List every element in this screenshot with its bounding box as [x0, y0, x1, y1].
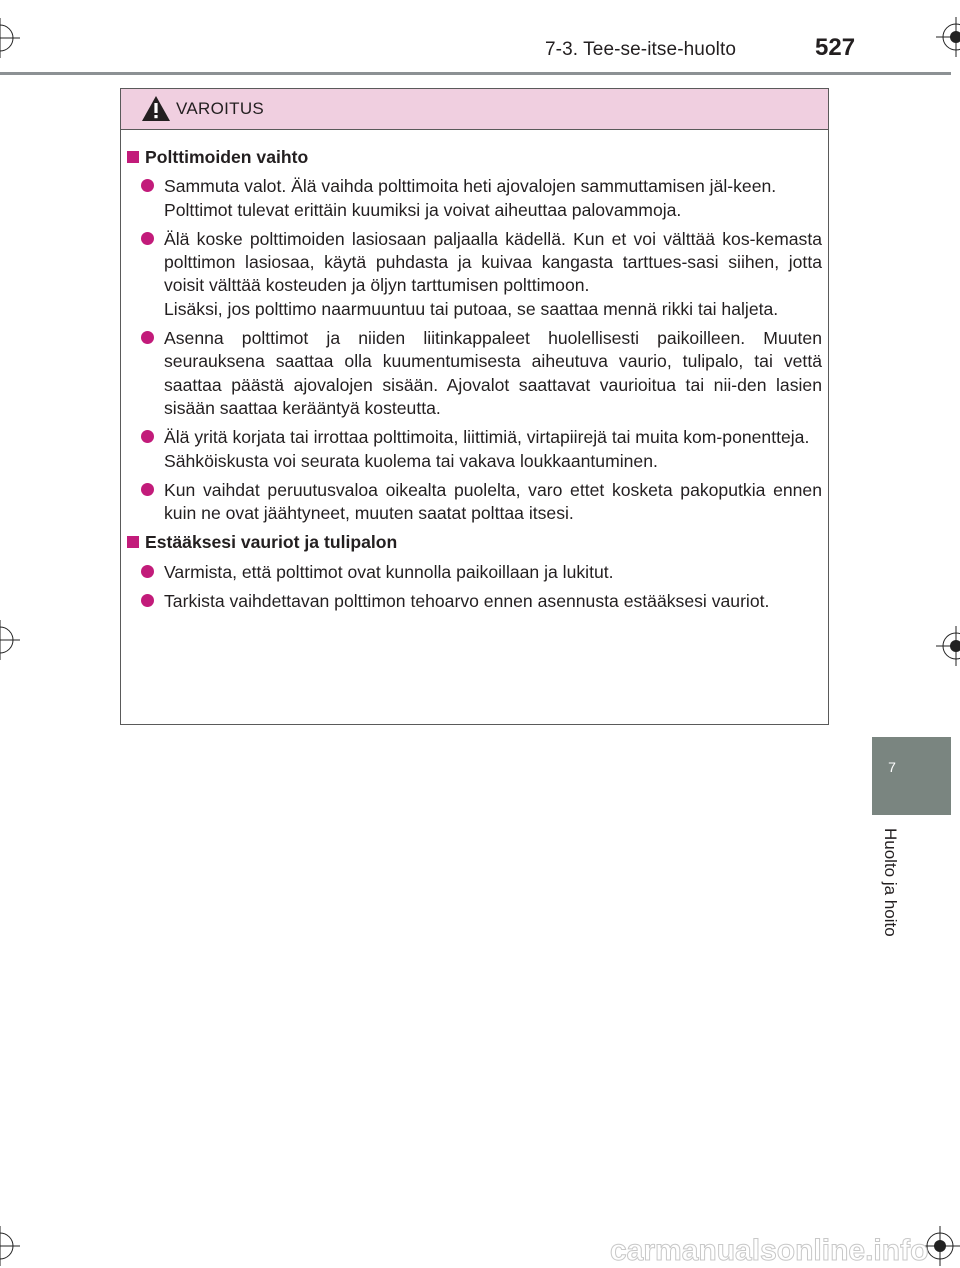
item-paragraph: Polttimot tulevat erittäin kuumiksi ja voivat aiheuttaa palovammoja. [164, 199, 682, 220]
section-heading: 7-3. Tee-se-itse-huolto [545, 39, 736, 60]
registration-mark-mid-left [0, 620, 20, 660]
item-paragraph: Älä yritä korjata tai irrottaa polttimoita, liittimiä, virtapiirejä tai muita kom-ponentteja. [164, 427, 810, 448]
watermark-text: carmanualsonline.info [610, 1234, 929, 1267]
warning-header [121, 89, 828, 130]
square-bullet-icon [127, 536, 139, 548]
round-bullet-icon [141, 179, 154, 192]
list-item [141, 479, 822, 526]
registration-mark-top-left [0, 18, 20, 58]
warning-triangle-icon [141, 95, 171, 122]
round-bullet-icon [141, 331, 154, 344]
registration-mark-bottom-left [0, 1226, 20, 1266]
item-paragraph: Kun vaihdat peruutusvaloa oikealta puolelta, varo ettet kosketa pakoputkia ennen kuin ne ovat jäähtyneet, muuten saatat polttaa itsesi. [164, 479, 822, 524]
round-bullet-icon [141, 430, 154, 443]
list-item [141, 561, 822, 584]
item-paragraph: Lisäksi, jos polttimo naarmuuntuu tai putoaa, se saattaa mennä rikki tai haljeta. [164, 298, 779, 319]
round-bullet-icon [141, 232, 154, 245]
list-item [141, 590, 822, 613]
section-title: Estääksesi vauriot ja tulipalon [145, 532, 398, 553]
header-rule [0, 72, 951, 75]
chapter-tab [872, 737, 951, 815]
item-paragraph: Tarkista vaihdettavan polttimon tehoarvo ennen asennusta estääksesi vauriot. [164, 591, 770, 612]
section-heading-prevent-damage [127, 531, 822, 554]
item-paragraph: Älä koske polttimoiden lasiosaan paljaalla kädellä. Kun et voi välttää kos-kemasta polttimon lasiosaa, käytä puhdasta ja kuivaa kangasta tarttues-sasi siihen, jotta voisit välttää kosteuden ja öljyn tarttumisen polttimoon. [164, 228, 822, 296]
round-bullet-icon [141, 565, 154, 578]
warning-body [121, 130, 828, 613]
registration-mark-mid-right [936, 626, 960, 666]
registration-mark-top-right [936, 17, 960, 57]
list-item [141, 327, 822, 420]
page-number: 527 [815, 34, 856, 61]
square-bullet-icon [127, 151, 139, 163]
warning-box [120, 88, 829, 725]
watermark [610, 1232, 950, 1268]
list-item [141, 426, 822, 473]
list-item [141, 175, 822, 222]
chapter-title-vertical [877, 828, 905, 958]
item-paragraph: Varmista, että polttimot ovat kunnolla paikoillaan ja lukitut. [164, 561, 614, 582]
item-paragraph: Sähköiskusta voi seurata kuolema tai vakava loukkaantuminen. [164, 450, 658, 471]
warning-title: VAROITUS [176, 99, 265, 118]
item-paragraph: Sammuta valot. Älä vaihda polttimoita heti ajovalojen sammuttamisen jäl-keen. [164, 176, 777, 197]
chapter-title: Huolto ja hoito [881, 828, 900, 937]
chapter-number: 7 [888, 759, 896, 775]
section-heading-bulb-replacement [127, 146, 822, 169]
round-bullet-icon [141, 483, 154, 496]
round-bullet-icon [141, 594, 154, 607]
list-item [141, 228, 822, 321]
item-paragraph: Asenna polttimot ja niiden liitinkappaleet huolellisesti paikoilleen. Muuten seurauksena saattaa olla kuumentumisesta aiheutuva vaurio, tulipalo, tai vettä saattaa päästä ajovalojen sisään. Ajovalot saattavat vaurioitua tai nii-den lasien sisään saattaa kerääntyä kosteutta. [164, 328, 822, 418]
section-title: Polttimoiden vaihto [145, 147, 309, 167]
